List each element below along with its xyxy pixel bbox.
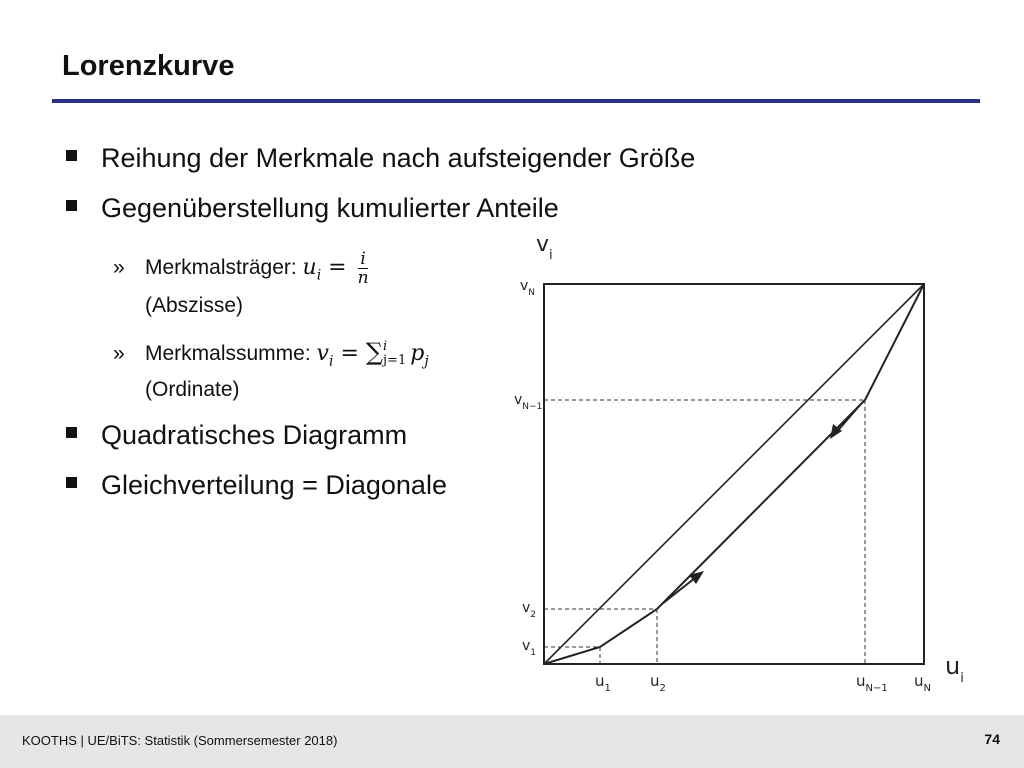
x-axis-label: $u_i$ xyxy=(945,652,964,686)
x-tick-uN-1: $u_{N-1}$ xyxy=(856,672,888,694)
x-tick-u1: $u_1$ xyxy=(595,672,611,694)
x-tick-uN: $u_N$ xyxy=(914,672,931,694)
y-axis-label: $v_i$ xyxy=(536,232,553,263)
summand: $p_j$ xyxy=(410,341,429,370)
arrow-up xyxy=(662,571,704,604)
formula-equals: = xyxy=(333,341,366,366)
fraction-i-over-n: $\frac{i}{n}$ xyxy=(357,249,369,288)
sub-item-note: (Ordinate) xyxy=(145,378,240,401)
bullet-4 xyxy=(66,470,447,501)
bullet-1 xyxy=(66,143,695,174)
formula-lhs: $u_i$ xyxy=(302,255,322,284)
formula-equals: = xyxy=(321,255,354,281)
bullet-3 xyxy=(66,420,407,451)
square-bullet-icon xyxy=(66,477,77,488)
y-tick-v1: $v_1$ xyxy=(522,638,537,658)
guide-lines xyxy=(544,400,865,664)
equality-diagonal xyxy=(544,284,924,664)
sum-symbol: ∑ xyxy=(365,338,384,366)
x-tick-u2: $u_2$ xyxy=(650,672,666,694)
bullet-1-text: Reihung der Merkmale nach aufsteigender Größe xyxy=(101,143,696,173)
y-tick-v2: $v_2$ xyxy=(522,600,537,620)
page-number: 74 xyxy=(984,731,1000,747)
sub-item-label: Merkmalsträger: xyxy=(145,256,303,280)
slide-title: Lorenzkurve xyxy=(62,50,235,82)
square-bullet-icon xyxy=(66,200,77,211)
sub-item-merkmalssumme xyxy=(113,338,429,401)
bullet-3-text: Quadratisches Diagramm xyxy=(101,420,408,450)
formula-lhs: $v_i$ xyxy=(316,341,334,370)
y-tick-vN: $v_N$ xyxy=(520,278,536,298)
square-bullet-icon xyxy=(66,427,77,438)
y-tick-vN-1: $v_{N-1}$ xyxy=(514,392,543,412)
footer-text: KOOTHS | UE/BiTS: Statistik (Sommersemester 2018) xyxy=(22,733,338,748)
square-bullet-icon xyxy=(66,150,77,161)
bullet-2-text: Gegenüberstellung kumulierter Anteile xyxy=(101,193,559,223)
title-underline xyxy=(52,99,980,103)
sub-item-merkmalstraeger xyxy=(113,249,369,317)
chevron-marker-icon: » xyxy=(113,256,125,280)
bullet-2 xyxy=(66,193,559,224)
sum-limits: i j=1 xyxy=(383,339,407,369)
sub-item-label: Merkmalssumme: xyxy=(145,342,317,365)
sub-item-note: (Abszisse) xyxy=(145,294,244,317)
bullet-4-text: Gleichverteilung = Diagonale xyxy=(101,470,447,500)
arrow-down xyxy=(830,405,860,439)
chevron-marker-icon: » xyxy=(113,342,125,365)
lorenz-curve-figure xyxy=(490,232,980,702)
